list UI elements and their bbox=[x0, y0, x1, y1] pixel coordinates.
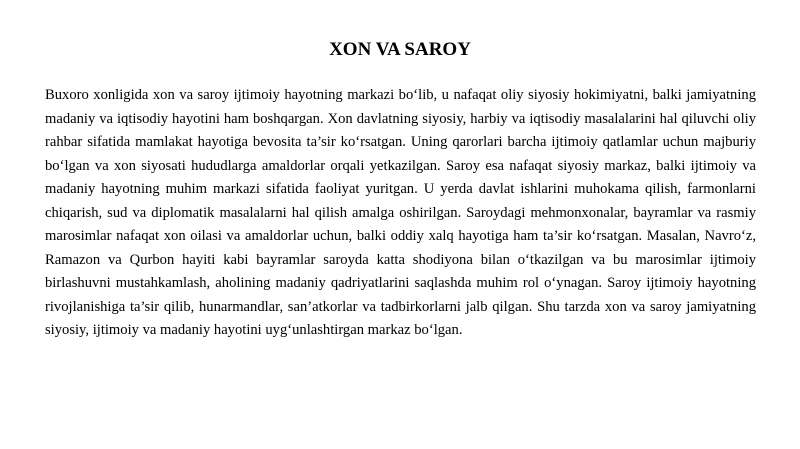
page-title: XON VA SAROY bbox=[329, 39, 471, 60]
body-paragraph: Buxoro xonligida xon va saroy ijtimoiy hayotning markazi bo‘lib, u nafaqat oliy siyosiy hokimiyatni, balki jamiyatning madaniy va iqtisodiy hayotini ham boshqargan. Xon davlatning siyosiy, harbiy va iqtisodiy masalalarini hal qiluvchi oliy rahbar sifatida mamlakat hayotiga bevosita ta’sir ko‘rsatgan. Uning qarorlari barcha ijtimoiy qatlamlar uchun majburiy bo‘lgan va xon siyosati hududlarga amaldorlar orqali yetkazilgan. Saroy esa nafaqat siyosiy markaz, balki ijtimoiy va madaniy hayotning muhim markazi sifatida faoliyat yuritgan. U yerda davlat ishlarini muhokama qilish, farmonlarni chiqarish, sud va diplomatik masalalarni hal qilish amalga oshirilgan. Saroydagi mehmonxonalar, bayramlar va rasmiy marosimlar nafaqat xon oilasi va amaldorlar uchun, balki oddiy xalq hayotiga ham ta’sir ko‘rsatgan. Masalan, Navro‘z, Ramazon va Qurbon hayiti kabi bayramlar saroyda katta shodiyona bilan o‘tkazilgan va bu marosimlar ijtimoiy birlashuvni mustahkamlash, aholining madaniy qadriyatlarini saqlashda muhim rol o‘ynagan. Saroy ijtimoiy hayotning rivojlanishiga ta’sir qilib, hunarmandlar, san’atkorlar va tadbirkorlarni jalb qilgan. Shu tarzda xon va saroy jamiyatning siyosiy, ijtimoiy va madaniy hayotini uyg‘unlashtirgan markaz bo‘lgan. bbox=[45, 87, 756, 338]
